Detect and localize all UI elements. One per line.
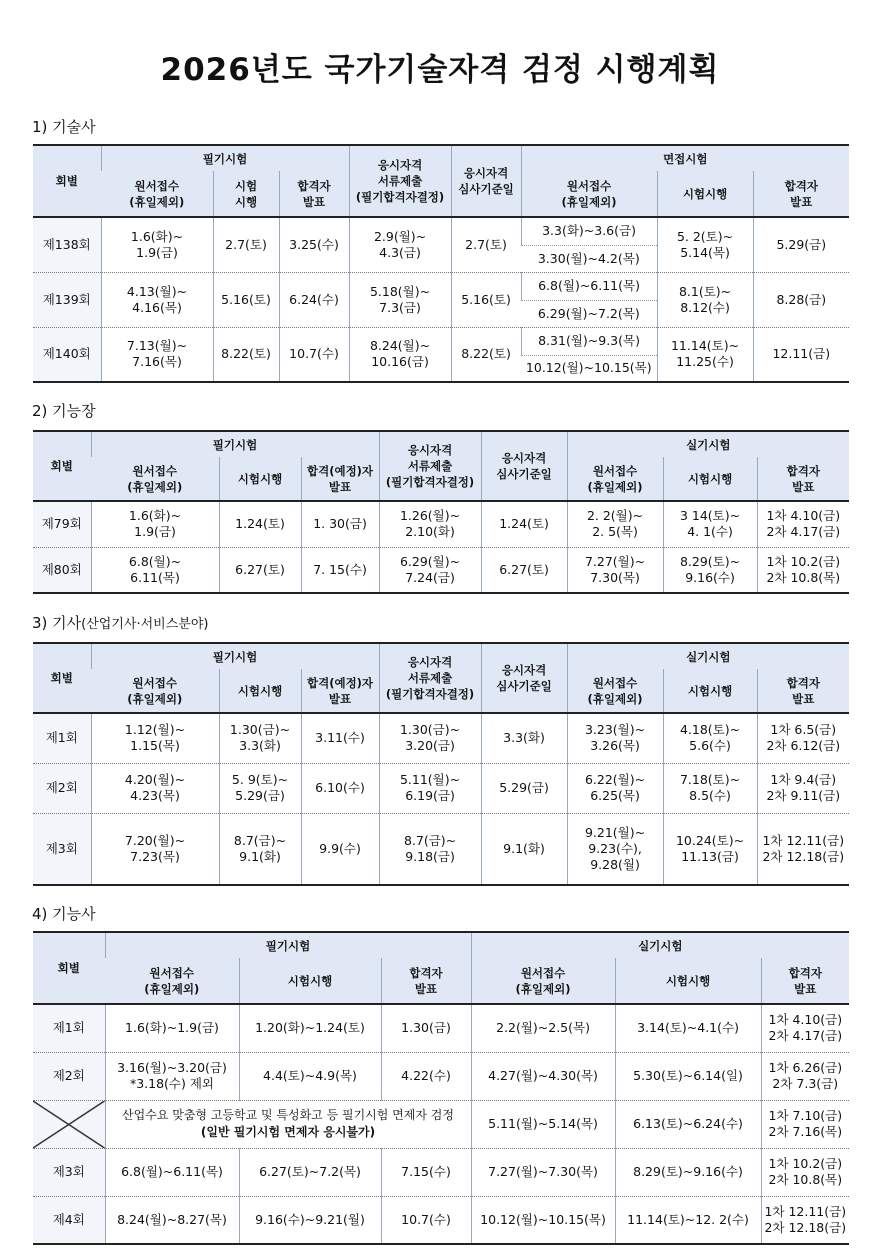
header-practical-pass: 합격자 발표 [757,669,849,713]
cell-interview-exam: 8.1(토)~ 8.12(수) [657,272,753,327]
table-row-round: 제139회 [33,272,101,327]
header-round: 회별 [33,431,91,501]
cell-practical-apply: 4.27(월)~4.30(목) [471,1052,615,1100]
cell-interview-pass: 5.29(금) [753,217,849,272]
cell-practical-pass: 1차 10.2(금) 2차 10.8(목) [761,1148,849,1196]
cell-pass: 4.22(수) [381,1052,471,1100]
table-row-round: 제79회 [33,501,91,547]
header-practical-exam: 시험시행 [663,669,757,713]
cell-apply: 4.13(월)~ 4.16(목) [101,272,213,327]
cell-pass: 9.9(수) [301,813,379,885]
cell-interview-apply-1: 6.8(월)~6.11(목) [521,272,657,300]
header-review: 응시자격 심사기준일 [481,643,567,713]
header-apply: 원서접수 (휴일제외) [91,457,219,501]
header-pass: 합격(예정)자 발표 [301,669,379,713]
cell-exam: 5. 9(토)~ 5.29(금) [219,763,301,813]
cell-practical-exam: 7.18(토)~ 8.5(수) [663,763,757,813]
header-written: 필기시험 [91,431,379,457]
section-heading-3-sub: (산업기사·서비스분야) [81,617,209,632]
header-practical-pass: 합격자 발표 [757,457,849,501]
cell-exam: 6.27(토)~7.2(목) [239,1148,381,1196]
cell-apply: 7.13(월)~ 7.16(목) [101,327,213,382]
header-apply: 원서접수 (휴일제외) [101,171,213,217]
table-row-round: 제4회 [33,1196,105,1244]
header-review: 응시자격 심사기준일 [481,431,567,501]
cell-pass: 10.7(수) [279,327,349,382]
cell-doc: 6.29(월)~ 7.24(금) [379,547,481,593]
cell-exam: 1.20(화)~1.24(토) [239,1004,381,1052]
table-row-round: 제140회 [33,327,101,382]
header-round: 회별 [33,932,105,1004]
header-exam: 시험 시행 [213,171,279,217]
cell-review: 5.16(토) [451,272,521,327]
cell-pass: 3.11(수) [301,713,379,763]
cell-practical-apply: 2. 2(월)~ 2. 5(목) [567,501,663,547]
cell-doc: 1.30(금)~ 3.20(금) [379,713,481,763]
cell-doc: 2.9(월)~ 4.3(금) [349,217,451,272]
header-doc: 응시자격 서류제출 (필기합격자결정) [379,431,481,501]
cell-apply: 3.16(월)~3.20(금) *3.18(수) 제외 [105,1052,239,1100]
cell-doc: 5.11(월)~ 6.19(금) [379,763,481,813]
section-heading-1: 1) 기술사 [32,118,96,136]
header-pass: 합격자 발표 [279,171,349,217]
cell-pass: 7.15(수) [381,1148,471,1196]
header-exam: 시험시행 [219,669,301,713]
table-row-round: 제80회 [33,547,91,593]
cell-practical-pass: 1차 9.4(금) 2차 9.11(금) [757,763,849,813]
header-round: 회별 [33,145,101,217]
cell-practical-pass: 1차 10.2(금) 2차 10.8(목) [757,547,849,593]
cell-apply: 1.6(화)~ 1.9(금) [91,501,219,547]
header-practical-apply: 원서접수 (휴일제외) [567,669,663,713]
table-row-round: 제2회 [33,1052,105,1100]
cell-apply: 1.6(화)~ 1.9(금) [101,217,213,272]
special-note-cell [105,1100,471,1148]
cell-interview-apply-2: 3.30(월)~4.2(목) [521,245,657,272]
cell-review: 2.7(토) [451,217,521,272]
cell-practical-pass: 1차 6.26(금) 2차 7.3(금) [761,1052,849,1100]
header-exam: 시험시행 [239,958,381,1004]
special-note: 산업수요 맞춤형 고등학교 및 특성화고 등 필기시험 면제자 검정 [122,1108,454,1122]
table-engineer [33,642,849,886]
header-practical-apply: 원서접수 (휴일제외) [471,958,615,1004]
cell-exam: 1.24(토) [219,501,301,547]
section-heading-2: 2) 기능장 [32,402,96,420]
cell-exam: 8.22(토) [213,327,279,382]
cell-interview-apply-2: 6.29(월)~7.2(목) [521,300,657,327]
cell-exam: 2.7(토) [213,217,279,272]
cell-review: 3.3(화) [481,713,567,763]
page-title: 2026년도 국가기술자격 검정 시행계획 [160,52,720,88]
cell-practical-exam: 5.30(토)~6.14(일) [615,1052,761,1100]
cell-practical-exam: 6.13(토)~6.24(수) [615,1100,761,1148]
header-written: 필기시험 [91,643,379,669]
table-row-round: 제1회 [33,1004,105,1052]
cell-practical-apply: 7.27(월)~7.30(목) [471,1148,615,1196]
header-interview-apply: 원서접수 (휴일제외) [521,171,657,217]
header-written: 필기시험 [105,932,471,958]
cell-review: 1.24(토) [481,501,567,547]
header-doc: 응시자격 서류제출 (필기합격자결정) [349,145,451,217]
header-interview-exam: 시험시행 [657,171,753,217]
cell-interview-pass: 8.28(금) [753,272,849,327]
header-practical: 실기시험 [567,643,849,669]
header-apply: 원서접수 (휴일제외) [105,958,239,1004]
cell-practical-pass: 1차 4.10(금) 2차 4.17(금) [761,1004,849,1052]
cell-exam: 5.16(토) [213,272,279,327]
cell-practical-apply: 3.23(월)~ 3.26(목) [567,713,663,763]
table-row-round: 제138회 [33,217,101,272]
header-practical: 실기시험 [471,932,849,958]
cell-review: 6.27(토) [481,547,567,593]
cell-pass: 7. 15(수) [301,547,379,593]
cell-review: 5.29(금) [481,763,567,813]
cell-practical-apply: 6.22(월)~ 6.25(목) [567,763,663,813]
cell-doc: 5.18(월)~ 7.3(금) [349,272,451,327]
header-practical-pass: 합격자 발표 [761,958,849,1004]
cell-apply: 6.8(월)~ 6.11(목) [91,547,219,593]
cell-practical-apply: 5.11(월)~5.14(목) [471,1100,615,1148]
cell-practical-pass: 1차 7.10(금) 2차 7.16(목) [761,1100,849,1148]
header-pass: 합격(예정)자 발표 [301,457,379,501]
cell-pass: 6.24(수) [279,272,349,327]
cell-practical-apply: 2.2(월)~2.5(목) [471,1004,615,1052]
cell-doc: 8.24(월)~ 10.16(금) [349,327,451,382]
cell-apply: 7.20(월)~ 7.23(목) [91,813,219,885]
cell-interview-apply-1: 3.3(화)~3.6(금) [521,217,657,245]
cell-interview-apply-2: 10.12(월)~10.15(목) [521,355,657,382]
header-practical: 실기시험 [567,431,849,457]
header-practical-exam: 시험시행 [615,958,761,1004]
section-heading-4: 4) 기능사 [32,905,96,923]
header-doc: 응시자격 서류제출 (필기합격자결정) [379,643,481,713]
cell-pass: 10.7(수) [381,1196,471,1244]
table-master-craftsman [33,430,849,594]
cell-practical-apply: 7.27(월)~ 7.30(목) [567,547,663,593]
cell-apply: 1.6(화)~1.9(금) [105,1004,239,1052]
cell-interview-exam: 5. 2(토)~ 5.14(목) [657,217,753,272]
header-exam: 시험시행 [219,457,301,501]
cell-practical-apply: 10.12(월)~10.15(목) [471,1196,615,1244]
cell-pass: 1.30(금) [381,1004,471,1052]
header-practical-apply: 원서접수 (휴일제외) [567,457,663,501]
cell-exam: 6.27(토) [219,547,301,593]
cell-exam: 4.4(토)~4.9(목) [239,1052,381,1100]
header-written: 필기시험 [101,145,349,171]
cell-doc: 8.7(금)~ 9.18(금) [379,813,481,885]
cell-practical-pass: 1차 12.11(금) 2차 12.18(금) [761,1196,849,1244]
cell-review: 9.1(화) [481,813,567,885]
cell-apply: 6.8(월)~6.11(목) [105,1148,239,1196]
cell-practical-apply: 9.21(월)~ 9.23(수), 9.28(월) [567,813,663,885]
cell-practical-exam: 3 14(토)~ 4. 1(수) [663,501,757,547]
section-heading-3 [32,612,208,633]
header-pass: 합격자 발표 [381,958,471,1004]
cell-review: 8.22(토) [451,327,521,382]
cell-interview-exam: 11.14(토)~ 11.25(수) [657,327,753,382]
table-row-round: 제3회 [33,813,91,885]
header-review: 응시자격 심사기준일 [451,145,521,217]
cross-out-mark [33,1101,105,1148]
cell-practical-exam: 4.18(토)~ 5.6(수) [663,713,757,763]
cell-exam: 9.16(수)~9.21(월) [239,1196,381,1244]
cell-practical-exam: 3.14(토)~4.1(수) [615,1004,761,1052]
cell-practical-pass: 1차 6.5(금) 2차 6.12(금) [757,713,849,763]
cell-apply: 8.24(월)~8.27(목) [105,1196,239,1244]
cell-practical-pass: 1차 12.11(금) 2차 12.18(금) [757,813,849,885]
table-row-round: 제2회 [33,763,91,813]
header-round: 회별 [33,643,91,713]
cell-exam: 1.30(금)~ 3.3(화) [219,713,301,763]
cell-interview-pass: 12.11(금) [753,327,849,382]
cell-pass: 1. 30(금) [301,501,379,547]
table-row-round: 제3회 [33,1148,105,1196]
cell-practical-exam: 10.24(토)~ 11.13(금) [663,813,757,885]
cell-pass: 3.25(수) [279,217,349,272]
header-interview: 면접시험 [521,145,849,171]
cell-apply: 1.12(월)~ 1.15(목) [91,713,219,763]
cell-interview-apply-1: 8.31(월)~9.3(목) [521,327,657,355]
header-interview-pass: 합격자 발표 [753,171,849,217]
cell-practical-exam: 11.14(토)~12. 2(수) [615,1196,761,1244]
table-row-round: 제1회 [33,713,91,763]
table-professional-engineer [33,144,849,383]
cell-doc: 1.26(월)~ 2.10(화) [379,501,481,547]
special-note-2: (일반 필기시험 면제자 응시불가) [200,1125,376,1139]
table-craftsman [33,931,849,1245]
cell-practical-pass: 1차 4.10(금) 2차 4.17(금) [757,501,849,547]
cell-practical-exam: 8.29(토)~9.16(수) [615,1148,761,1196]
cell-pass: 6.10(수) [301,763,379,813]
header-apply: 원서접수 (휴일제외) [91,669,219,713]
cell-exam: 8.7(금)~ 9.1(화) [219,813,301,885]
cell-practical-exam: 8.29(토)~ 9.16(수) [663,547,757,593]
cell-apply: 4.20(월)~ 4.23(목) [91,763,219,813]
empty-round-cell [33,1100,105,1148]
header-practical-exam: 시험시행 [663,457,757,501]
section-heading-3-main: 3) 기사 [32,614,82,632]
